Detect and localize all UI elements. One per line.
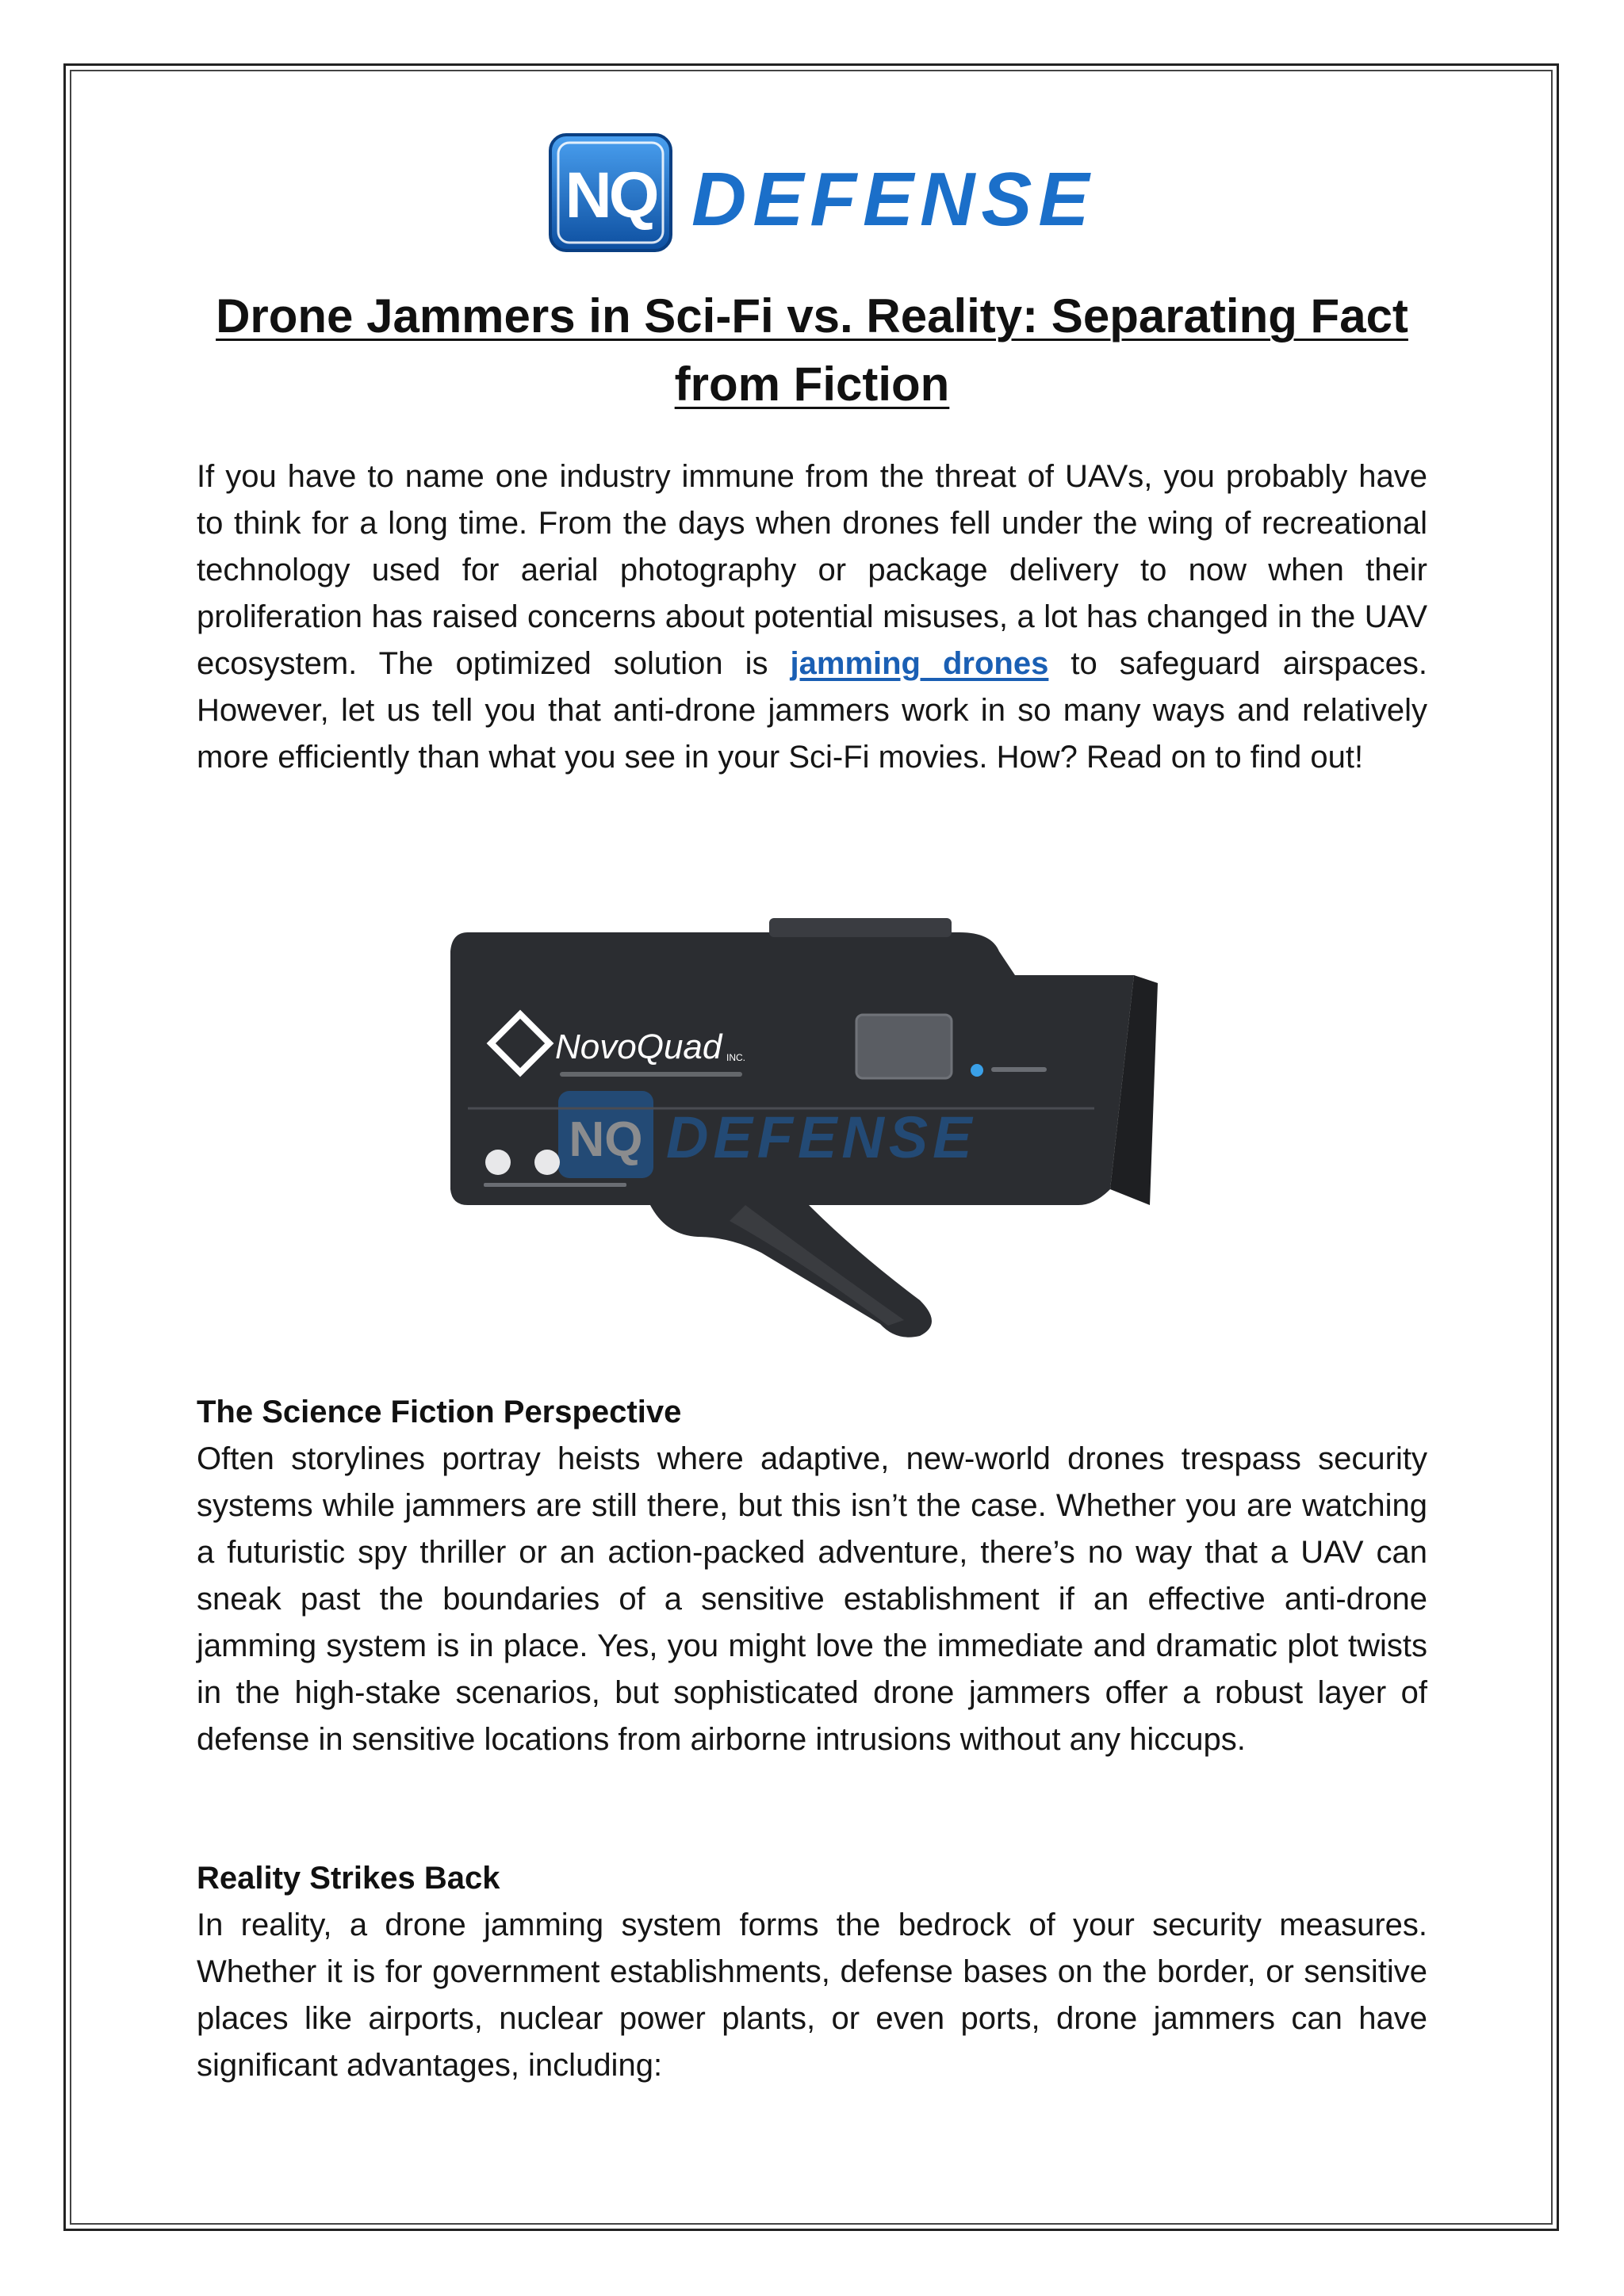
intro-text-end: to safeguard airspaces. However, let us tell you that anti-drone jammers work in so many ways and relatively more efficiently than what you see in your Sci-Fi movies. How? Read on to find out! bbox=[197, 646, 1427, 775]
jammer-display-screen bbox=[856, 1015, 952, 1078]
svg-text:DEFENSE: DEFENSE bbox=[666, 1104, 977, 1170]
product-brand-text: NovoQuad bbox=[555, 1027, 722, 1066]
section-body-reality: In reality, a drone jamming system forms the bedrock of your security measures. Whether it is for government establishments, defense bases on the border, or sensitive places like airports, nuclear power plants, or even ports, drone jammers can have significant advantages, including: bbox=[197, 1908, 1427, 2083]
intro-paragraph bbox=[197, 453, 1427, 781]
section-heading-sci-fi: The Science Fiction Perspective bbox=[197, 1395, 682, 1429]
logo-word-text: DEFENSE bbox=[691, 157, 1096, 242]
section-body-sci-fi: Often storylines portray heists where adaptive, new-world drones trespass security systems while jammers are still there, but this isn’t the case. Whether you are watching a futuristic spy thriller or an action-packed adventure, there’s no way that a UAV can sneak past the boundaries of a sensitive establishment if an effective anti-drone jamming system is in place. Yes, you might love the immediate and dramatic plot twists in the high-stake scenarios, but sophisticated drone jammers offer a robust layer of defense in sensitive locations from airborne intrusions without any hiccups. bbox=[197, 1441, 1427, 1757]
jam-button bbox=[534, 1150, 560, 1175]
status-led bbox=[971, 1064, 983, 1077]
article-title: Drone Jammers in Sci-Fi vs. Reality: Separating Fact from Fiction bbox=[216, 289, 1408, 411]
jamming-drones-link[interactable]: jamming drones bbox=[790, 646, 1049, 681]
jammer-top-rail bbox=[769, 918, 952, 937]
section-heading-reality: Reality Strikes Back bbox=[197, 1861, 500, 1896]
drone-jammer-product-image bbox=[254, 856, 1285, 1348]
product-brand-suffix: INC. bbox=[726, 1052, 745, 1063]
svg-text:NQ: NQ bbox=[569, 1112, 643, 1167]
logo-mark-text: NQ bbox=[565, 159, 657, 232]
watermark-logo bbox=[558, 1091, 977, 1178]
intro-text-start: If you have to name one industry immune from the threat of UAVs, you probably have to think for a long time. From the days when drones fell under the wing of recreational technology used for aerial photography or package delivery to now when their proliferation has raised concerns about potential misuses, a lot has changed in the UAV ecosystem. The optimized solution is bbox=[197, 459, 1427, 681]
nq-defense-logo bbox=[549, 133, 1120, 252]
power-button bbox=[485, 1150, 511, 1175]
